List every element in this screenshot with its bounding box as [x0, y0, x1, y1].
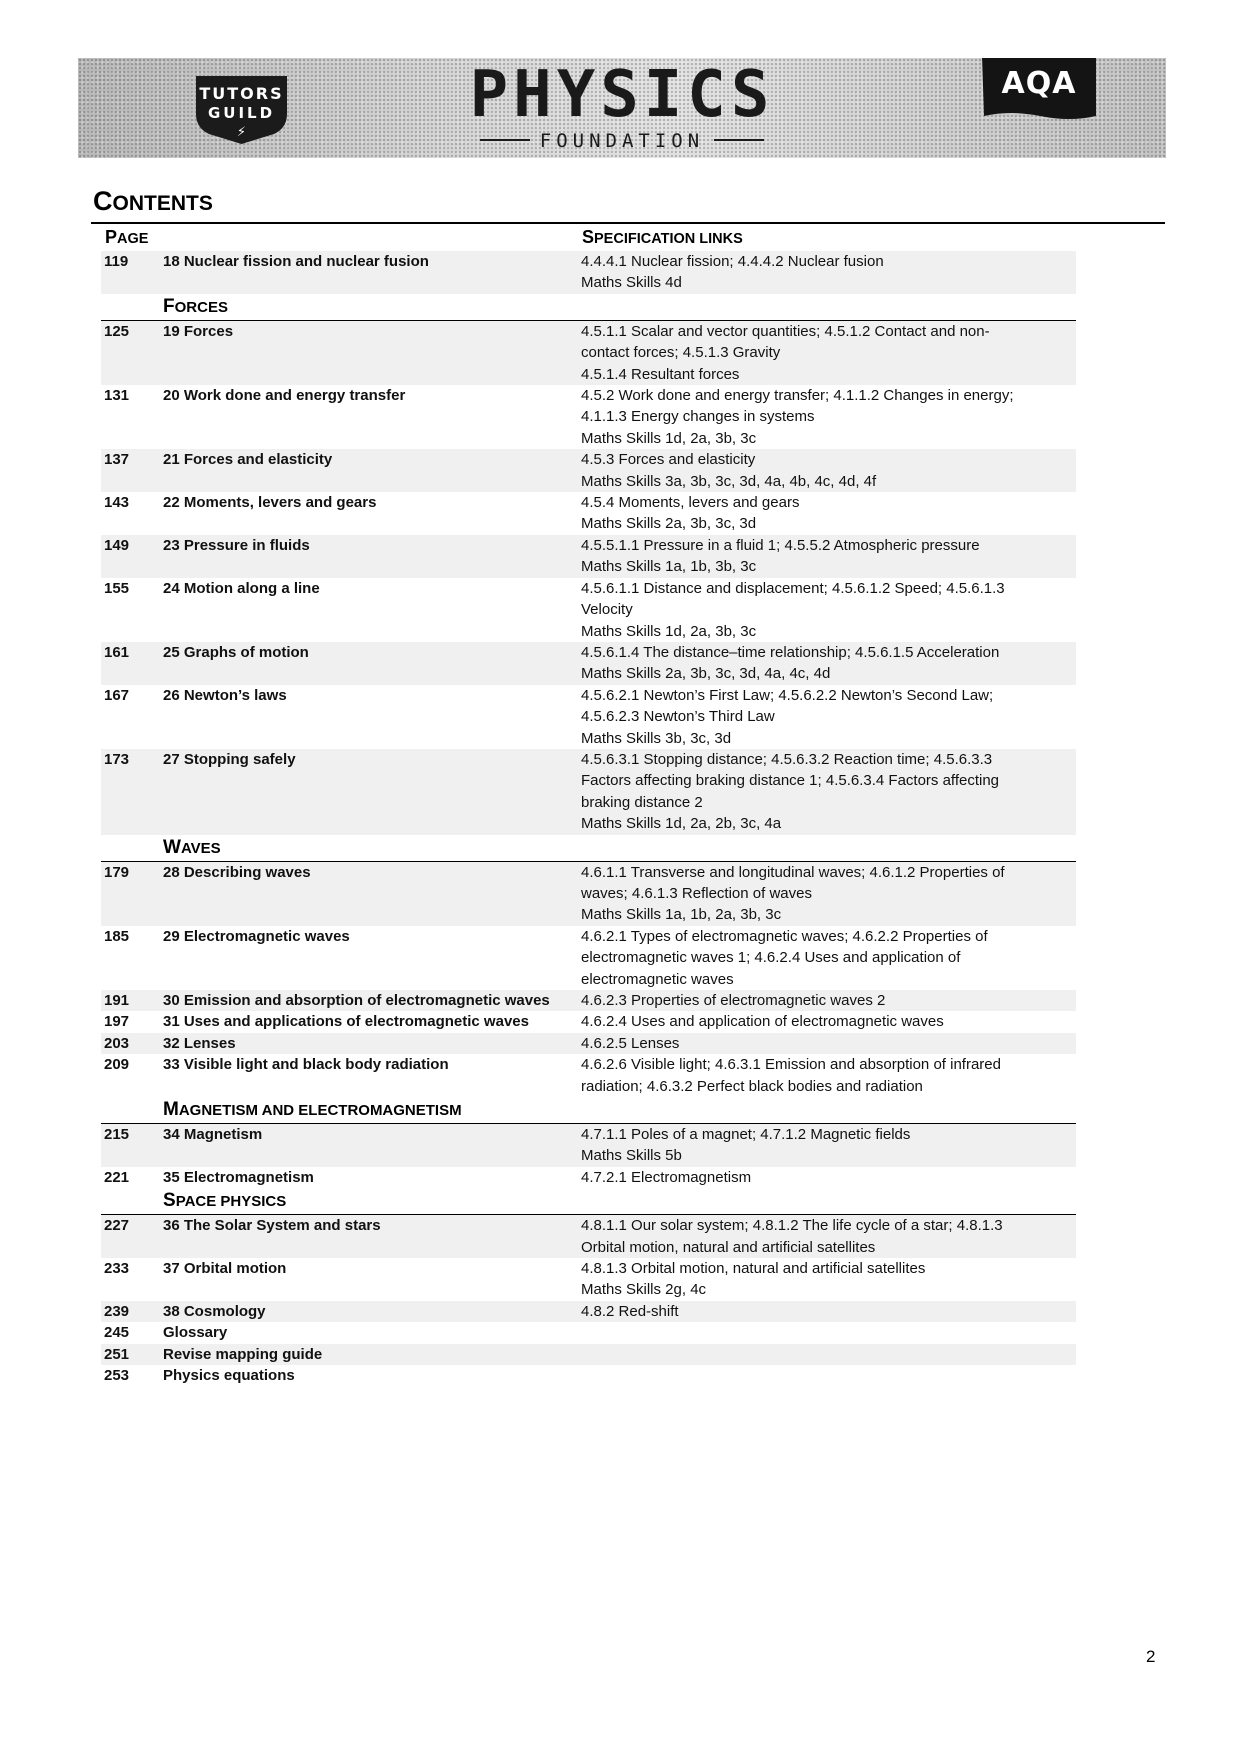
- spec-line: 4.6.2.3 Properties of electromagnetic waves 2: [581, 992, 886, 1009]
- row-page-number: 251: [104, 1345, 130, 1363]
- spec-line: Maths Skills 2g, 4c: [581, 1281, 707, 1299]
- spec-line: Velocity: [581, 601, 633, 619]
- contents-rule: [91, 222, 1165, 224]
- section-title: FORCES: [163, 295, 228, 317]
- row-spec-links: [581, 578, 1071, 642]
- spec-line: radiation; 4.6.3.2 Perfect black bodies and radiation: [581, 1077, 923, 1095]
- contents-row: [101, 685, 1076, 749]
- spec-line: Maths Skills 1d, 2a, 3b, 3c: [581, 429, 757, 447]
- logo-text-line1: TUTORS: [199, 84, 284, 103]
- row-topic: 29 Electromagnetic waves: [163, 927, 350, 945]
- row-page-number: 253: [104, 1367, 130, 1385]
- spec-line: 4.5.6.2.1 Newton’s First Law; 4.5.6.2.2 Newton’s Second Law;: [581, 686, 994, 704]
- row-topic: 19 Forces: [163, 322, 234, 340]
- spec-line: [581, 1322, 1071, 1343]
- spec-line: Maths Skills 4d: [581, 274, 682, 292]
- contents-row: [101, 1258, 1076, 1301]
- spec-line: 4.5.6.2.3 Newton’s Third Law: [581, 708, 775, 726]
- row-spec-links: [581, 1258, 1071, 1301]
- row-page-number: 131: [104, 387, 130, 405]
- lightning-icon: ⚡: [236, 124, 247, 139]
- contents-row: [101, 578, 1076, 642]
- spec-line: Maths Skills 3b, 3c, 3d: [581, 729, 732, 747]
- spec-line: 4.8.2 Red-shift: [581, 1302, 679, 1320]
- row-page-number: 185: [104, 927, 130, 945]
- row-spec-links: [581, 535, 1071, 578]
- row-topic: 38 Cosmology: [163, 1302, 266, 1320]
- row-page-number: 125: [104, 322, 130, 340]
- spec-line: 4.6.1.1 Transverse and longitudinal waves; 4.6.1.2 Properties of: [581, 863, 1005, 881]
- section-heading: [101, 294, 1076, 321]
- spec-line: 4.5.2 Work done and energy transfer; 4.1.1.2 Changes in energy;: [581, 387, 1014, 405]
- row-page-number: 155: [104, 579, 130, 597]
- row-page-number: 191: [104, 992, 130, 1009]
- subtitle-dash-left: [480, 139, 530, 141]
- spec-line: Maths Skills 1d, 2a, 3b, 3c: [581, 622, 757, 640]
- page-column-header: PAGE: [105, 227, 149, 247]
- section-heading: [101, 835, 1076, 862]
- exam-board-label: AQA: [1001, 66, 1077, 101]
- spec-line: 4.5.1.4 Resultant forces: [581, 365, 740, 383]
- spec-line: 4.5.5.1.1 Pressure in a fluid 1; 4.5.5.2 Atmospheric pressure: [581, 536, 980, 554]
- contents-heading: CONTENTS: [93, 186, 213, 216]
- row-spec-links: [581, 862, 1071, 926]
- contents-row: [101, 492, 1076, 535]
- section-title: WAVES: [163, 836, 221, 858]
- spec-line: 4.6.2.1 Types of electromagnetic waves; 4.6.2.2 Properties of: [581, 927, 988, 945]
- spec-line: braking distance 2: [581, 793, 703, 811]
- spec-line: 4.7.2.1 Electromagnetism: [581, 1168, 752, 1186]
- row-topic: 23 Pressure in fluids: [163, 536, 310, 554]
- spec-line: 4.6.2.5 Lenses: [581, 1034, 680, 1052]
- spec-line: Maths Skills 1a, 1b, 3b, 3c: [581, 558, 757, 576]
- row-page-number: 227: [104, 1217, 130, 1235]
- row-topic: 31 Uses and applications of electromagnetic waves: [163, 1013, 529, 1031]
- row-spec-links: [581, 685, 1071, 749]
- row-spec-links: [581, 1033, 1071, 1054]
- row-spec-links: [581, 1344, 1071, 1365]
- contents-table: [101, 251, 1076, 1387]
- subject-level: FOUNDATION: [539, 130, 705, 152]
- row-topic: 20 Work done and energy transfer: [163, 387, 406, 405]
- row-page-number: 245: [104, 1324, 130, 1342]
- row-topic: 27 Stopping safely: [163, 750, 296, 768]
- header-banner: [78, 58, 1166, 158]
- row-spec-links: [581, 251, 1071, 294]
- spec-line: 4.5.1.1 Scalar and vector quantities; 4.5.1.2 Contact and non-: [581, 322, 990, 340]
- row-page-number: 143: [104, 494, 130, 512]
- spec-line: Maths Skills 1a, 1b, 2a, 3b, 3c: [581, 906, 782, 924]
- contents-row: [101, 449, 1076, 492]
- contents-row: [101, 1215, 1076, 1258]
- contents-row: [101, 535, 1076, 578]
- row-spec-links: [581, 492, 1071, 535]
- row-topic: 24 Motion along a line: [163, 579, 320, 597]
- row-spec-links: [581, 1322, 1071, 1343]
- contents-row: [101, 1167, 1076, 1188]
- row-spec-links: [581, 1301, 1071, 1322]
- spec-line: Factors affecting braking distance 1; 4.5.6.3.4 Factors affecting: [581, 772, 1000, 790]
- spec-column-header: SPECIFICATION LINKS: [582, 227, 743, 247]
- logo-text-line2: GUILD: [207, 104, 276, 122]
- row-topic: 35 Electromagnetism: [163, 1168, 314, 1186]
- row-topic: 37 Orbital motion: [163, 1260, 287, 1278]
- spec-line: Maths Skills 2a, 3b, 3c, 3d, 4a, 4c, 4d: [581, 665, 831, 683]
- spec-line: [581, 1344, 1071, 1365]
- row-spec-links: [581, 321, 1071, 385]
- contents-row: [101, 385, 1076, 449]
- spec-line: contact forces; 4.5.1.3 Gravity: [581, 344, 781, 362]
- spec-line: electromagnetic waves 1; 4.6.2.4 Uses and application of: [581, 949, 961, 967]
- contents-row: [101, 321, 1076, 385]
- row-topic: 22 Moments, levers and gears: [163, 494, 377, 512]
- spec-line: waves; 4.6.1.3 Reflection of waves: [581, 884, 812, 902]
- row-spec-links: [581, 1365, 1071, 1386]
- contents-row: [101, 990, 1076, 1011]
- spec-line: 4.5.3 Forces and elasticity: [581, 451, 756, 469]
- subject-title: PHYSICS: [469, 58, 775, 132]
- contents-row: [101, 1301, 1076, 1322]
- spec-line: 4.8.1.1 Our solar system; 4.8.1.2 The life cycle of a star; 4.8.1.3: [581, 1217, 1003, 1235]
- contents-row: [101, 1011, 1076, 1032]
- row-topic: 34 Magnetism: [163, 1126, 263, 1144]
- exam-board-tab: [980, 58, 1098, 122]
- row-topic: 30 Emission and absorption of electromagnetic waves: [163, 992, 550, 1009]
- row-spec-links: [581, 1011, 1071, 1032]
- row-page-number: 209: [104, 1056, 130, 1074]
- spec-line: 4.8.1.3 Orbital motion, natural and artificial satellites: [581, 1260, 926, 1278]
- row-page-number: 161: [104, 643, 130, 661]
- row-page-number: 119: [104, 253, 129, 270]
- row-spec-links: [581, 642, 1071, 685]
- row-page-number: 239: [104, 1302, 130, 1320]
- row-page-number: 137: [104, 451, 130, 469]
- contents-row: [101, 926, 1076, 990]
- row-page-number: 221: [104, 1168, 130, 1186]
- section-title: SPACE PHYSICS: [163, 1190, 287, 1212]
- row-page-number: 149: [104, 536, 130, 554]
- spec-line: 4.5.6.1.1 Distance and displacement; 4.5.6.1.2 Speed; 4.5.6.1.3: [581, 579, 1005, 597]
- contents-row: [101, 1054, 1076, 1097]
- row-spec-links: [581, 749, 1071, 835]
- spec-line: Maths Skills 5b: [581, 1147, 682, 1165]
- row-spec-links: [581, 990, 1071, 1011]
- spec-line: 4.7.1.1 Poles of a magnet; 4.7.1.2 Magnetic fields: [581, 1126, 911, 1144]
- spec-line: 4.1.1.3 Energy changes in systems: [581, 408, 815, 426]
- row-spec-links: [581, 1054, 1071, 1097]
- spec-line: Maths Skills 2a, 3b, 3c, 3d: [581, 515, 757, 533]
- row-page-number: 167: [104, 686, 130, 704]
- row-topic: Glossary: [163, 1324, 228, 1342]
- row-topic: 21 Forces and elasticity: [163, 451, 333, 469]
- row-spec-links: [581, 926, 1071, 990]
- subtitle-row: [78, 130, 1166, 152]
- spec-line: electromagnetic waves: [581, 970, 734, 988]
- page-number: 2: [1146, 1647, 1156, 1666]
- spec-line: 4.5.6.3.1 Stopping distance; 4.5.6.3.2 Reaction time; 4.5.6.3.3: [581, 750, 993, 768]
- contents-row: [101, 1033, 1076, 1054]
- section-heading: [101, 1188, 1076, 1215]
- row-topic: 36 The Solar System and stars: [163, 1217, 381, 1235]
- spec-line: Orbital motion, natural and artificial satellites: [581, 1238, 876, 1256]
- spec-line: 4.5.6.1.4 The distance–time relationship; 4.5.6.1.5 Acceleration: [581, 643, 1000, 661]
- row-topic: 28 Describing waves: [163, 863, 311, 881]
- spec-line: [581, 1365, 1071, 1386]
- spec-line: Maths Skills 1d, 2a, 2b, 3c, 4a: [581, 815, 782, 833]
- spec-line: 4.5.4 Moments, levers and gears: [581, 494, 800, 512]
- contents-row: [101, 642, 1076, 685]
- contents-row: [101, 1124, 1076, 1167]
- section-heading: [101, 1097, 1076, 1124]
- row-topic: Physics equations: [163, 1367, 295, 1385]
- row-topic: 18 Nuclear fission and nuclear fusion: [163, 253, 429, 270]
- section-title: MAGNETISM AND ELECTROMAGNETISM: [163, 1099, 462, 1121]
- row-spec-links: [581, 1124, 1071, 1167]
- contents-row: [101, 1365, 1076, 1386]
- row-page-number: 173: [104, 750, 130, 768]
- row-spec-links: [581, 1215, 1071, 1258]
- row-topic: 25 Graphs of motion: [163, 643, 309, 661]
- row-page-number: 203: [104, 1034, 130, 1052]
- row-topic: 33 Visible light and black body radiation: [163, 1056, 449, 1074]
- spec-line: 4.6.2.4 Uses and application of electromagnetic waves: [581, 1013, 944, 1031]
- row-spec-links: [581, 1167, 1071, 1188]
- contents-row: [101, 251, 1076, 294]
- row-topic: 32 Lenses: [163, 1034, 236, 1052]
- contents-row: [101, 749, 1076, 835]
- row-topic: Revise mapping guide: [163, 1345, 323, 1363]
- row-page-number: 233: [104, 1260, 130, 1278]
- row-topic: 26 Newton’s laws: [163, 686, 287, 704]
- subtitle-dash-right: [714, 139, 764, 141]
- row-page-number: 197: [104, 1013, 130, 1031]
- spec-line: Maths Skills 3a, 3b, 3c, 3d, 4a, 4b, 4c, 4d, 4f: [581, 472, 877, 490]
- contents-row: [101, 1322, 1076, 1343]
- contents-row: [101, 862, 1076, 926]
- spec-line: 4.6.2.6 Visible light; 4.6.3.1 Emission and absorption of infrared: [581, 1056, 1001, 1074]
- row-spec-links: [581, 449, 1071, 492]
- row-page-number: 179: [104, 863, 130, 881]
- spec-line: 4.4.4.1 Nuclear fission; 4.4.4.2 Nuclear fusion: [581, 253, 884, 270]
- row-page-number: 215: [104, 1126, 130, 1144]
- row-spec-links: [581, 385, 1071, 449]
- contents-row: [101, 1344, 1076, 1365]
